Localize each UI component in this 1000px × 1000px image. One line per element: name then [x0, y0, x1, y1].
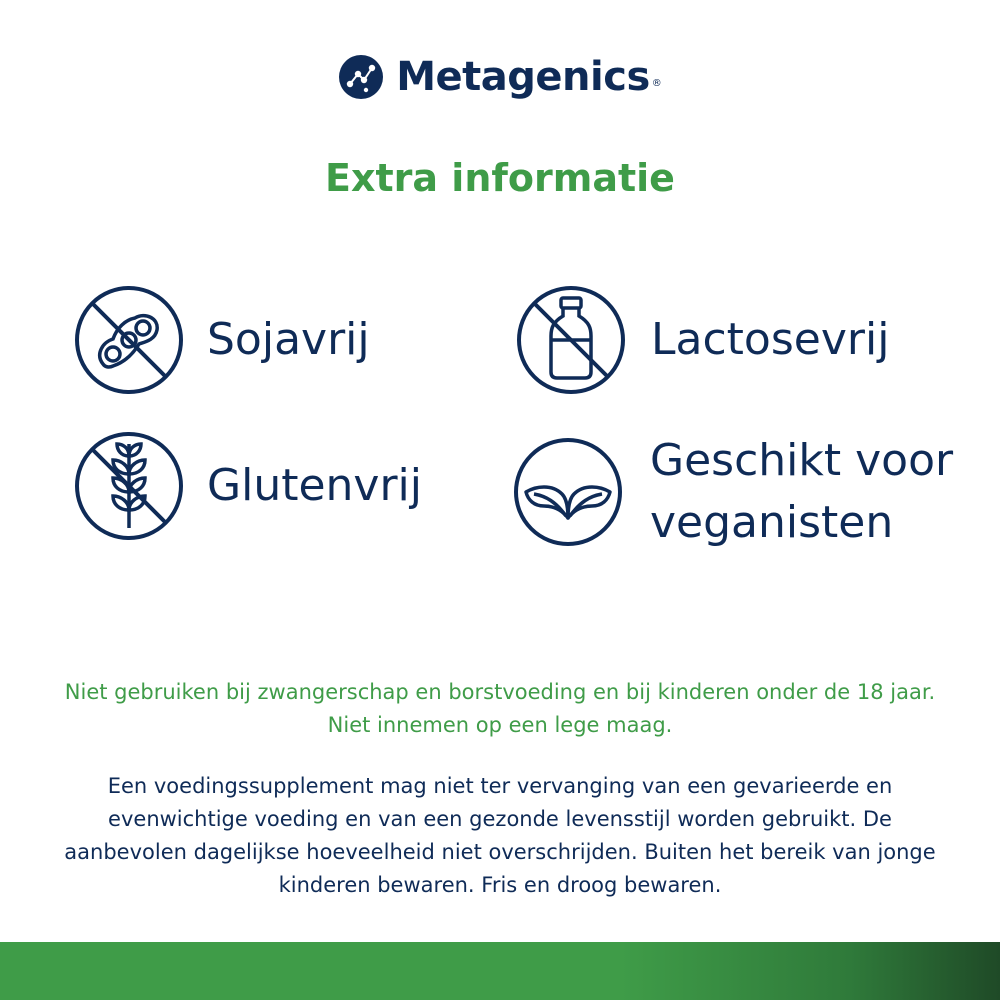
- registered-mark: ®: [651, 77, 662, 89]
- footer-bar: [0, 942, 1000, 1000]
- feature-lactose-free: [515, 284, 889, 396]
- feature-label: Geschikt voor veganisten: [650, 435, 954, 548]
- no-wheat-icon: [73, 430, 185, 542]
- no-soy-icon: [73, 284, 185, 396]
- feature-label: Glutenvrij: [207, 460, 422, 512]
- page-title: Extra informatie: [325, 156, 675, 200]
- vegan-leaf-icon: [512, 436, 624, 548]
- feature-gluten-free: [73, 430, 422, 542]
- feature-label: Lactosevrij: [651, 314, 890, 366]
- feature-soy-free: [73, 284, 370, 396]
- metagenics-logo-icon: [338, 54, 384, 100]
- feature-vegan: [512, 430, 970, 554]
- brand-logo: [0, 50, 1000, 104]
- usage-warning: Niet gebruiken bij zwangerschap en borstvoeding en bij kinderen onder de 18 jaar. Niet innemen op een lege maag.: [64, 680, 936, 737]
- no-milk-bottle-icon: [515, 284, 627, 396]
- feature-label: Sojavrij: [207, 314, 370, 366]
- brand-name: Metagenics: [396, 54, 650, 100]
- supplement-disclaimer: Een voedingssupplement mag niet ter vervanging van een gevarieerde en evenwichtige voeding en van een gezonde levensstijl worden gebruikt. De aanbevolen dagelijkse hoeveelheid niet overschrijden. Buiten het bereik van jonge kinderen bewaren. Fris en droog bewaren.: [64, 774, 936, 897]
